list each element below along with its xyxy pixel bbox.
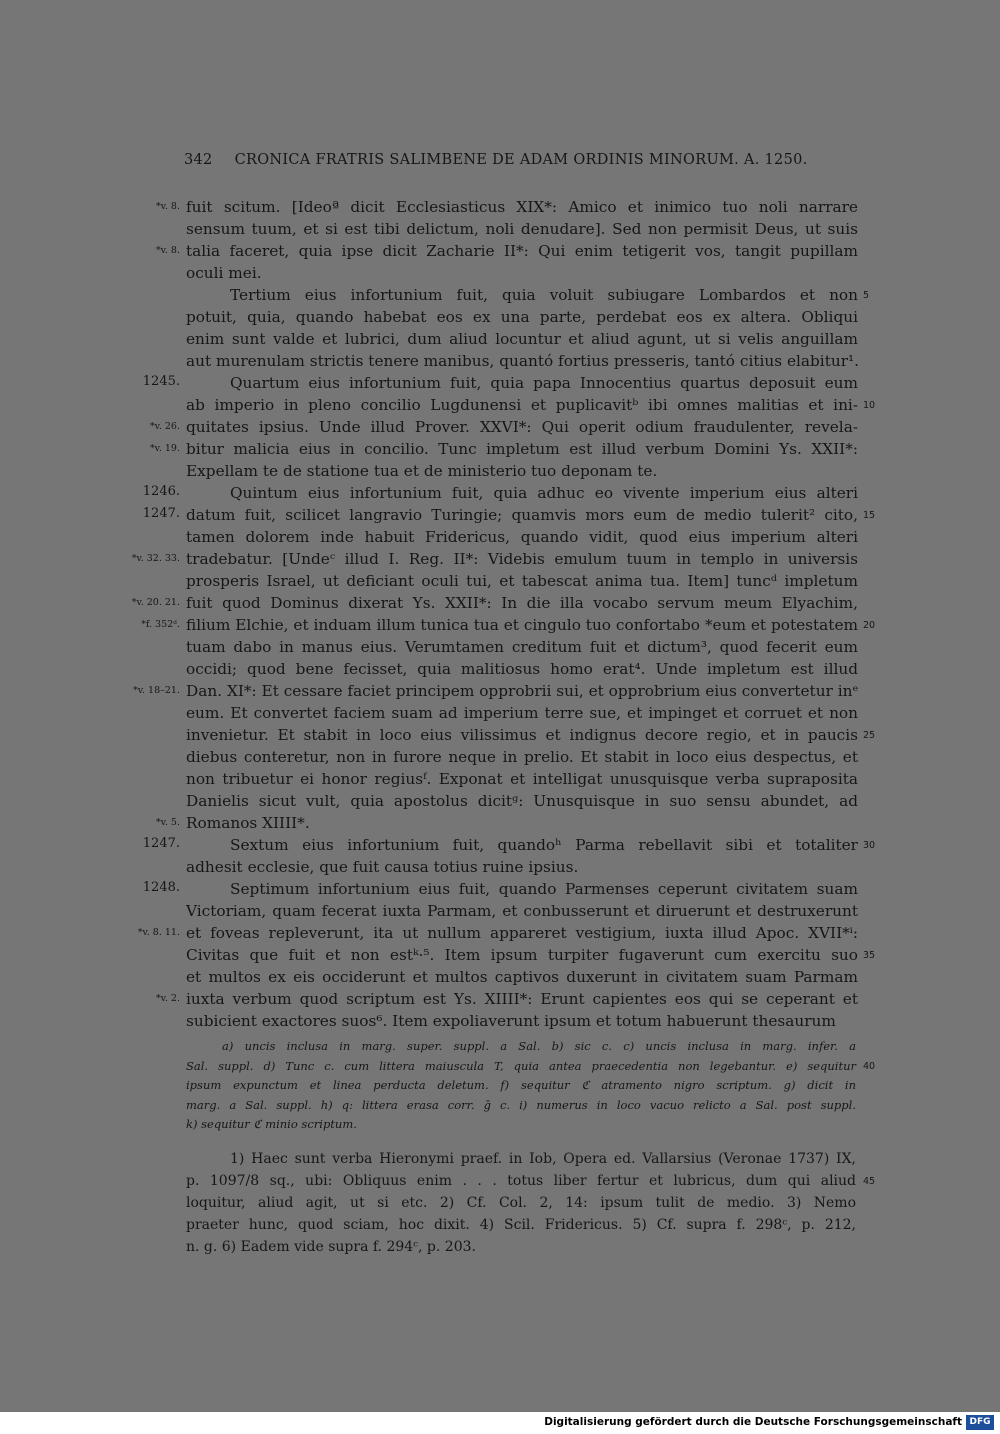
- text-line: oculi mei.: [186, 264, 262, 282]
- footer-bar: [0, 1412, 1000, 1434]
- line-number: 40: [863, 1060, 876, 1072]
- text-line: tradebatur. [Undeᶜ illud I. Reg. II*: Videbis emulum tuum in templo in universis: [186, 550, 858, 568]
- text-line: Expellam te de statione tua et de ministerio tuo deponam te.: [186, 462, 658, 480]
- text-line: invenietur. Et stabit in loco eius vilissimus et indignus decore regio, et in paucis: [186, 726, 858, 744]
- text-line: Tertium eius infortunium fuit, quia voluit subiugare Lombardos et non: [230, 286, 858, 304]
- text-line: Quintum eius infortunium fuit, quia adhuc eo vivente imperium eius alteri: [230, 484, 858, 502]
- page-number: 342: [184, 152, 213, 168]
- text-line: filium Elchie, et induam illum tunica tua et cingulo tuo confortabo *eum et potestatem: [186, 616, 858, 634]
- text-line: Romanos XIIII*.: [186, 814, 310, 832]
- text-line: potuit, quia, quando habebat eos ex una parte, perdebat eos ex altera. Obliqui: [186, 308, 858, 326]
- apparatus-line: Sal. suppl. d) Tunc c. cum littera maiuscula T, quia antea praecedentia non legebantur. e) sequitur: [186, 1058, 856, 1073]
- line-number: 15: [863, 510, 876, 521]
- text-line: Quartum eius infortunium fuit, quia papa Innocentius quartus deposuit eum: [230, 374, 858, 392]
- endnote-line: n. g. 6) Eadem vide supra f. 294ᶜ, p. 203.: [186, 1239, 476, 1255]
- text-line: sensum tuum, et si est tibi delictum, noli denudare]. Sed non permisit Deus, ut suis: [186, 220, 858, 238]
- text-line: Victoriam, quam fecerat iuxta Parmam, et conbusserunt et diruerunt et destruxerunt: [186, 902, 858, 920]
- running-title: CRONICA FRATRIS SALIMBENE DE ADAM ORDINIS MINORUM. A. 1250.: [234, 152, 808, 168]
- dfg-logo[interactable]: DFG: [966, 1415, 994, 1430]
- endnote-line: p. 1097/8 sq., ubi: Obliquus enim . . . totus liber fertur et lubricus, dum qui aliud: [186, 1173, 856, 1189]
- apparatus-line: a) uncis inclusa in marg. super. suppl. a Sal. b) sic c. c) uncis inclusa in marg. infer. a: [222, 1039, 856, 1053]
- line-number: 10: [863, 400, 876, 411]
- margin-verse-ref: *v. 8.: [155, 245, 180, 256]
- apparatus-line: k) sequitur ℭ minio scriptum.: [186, 1117, 357, 1131]
- text-line: et multos ex eis occiderunt et multos captivos duxerunt in civitatem suam Parmam: [186, 968, 858, 986]
- text-line: talia faceret, quia ipse dicit Zacharie II*: Qui enim tetigerit vos, tangit pupillam: [186, 242, 858, 260]
- line-number: 5: [863, 290, 870, 301]
- text-line: tamen dolorem inde habuit Fridericus, quando vidit, quod eius imperium alteri: [186, 528, 858, 546]
- line-number: 25: [863, 730, 876, 741]
- margin-verse-ref: *v. 20. 21.: [131, 597, 180, 608]
- margin-verse-ref: *v. 5.: [155, 817, 180, 828]
- text-line: adhesit ecclesie, que fuit causa totius ruine ipsius.: [186, 858, 579, 876]
- text-line: ab imperio in pleno concilio Lugdunensi et puplicavitᵇ ibi omnes malitias et ini-: [186, 396, 858, 414]
- endnote-line: praeter hunc, quod sciam, hoc dixit. 4) Scil. Fridericus. 5) Cf. supra f. 298ᶜ, p. 212,: [186, 1217, 856, 1233]
- dfg-credit[interactable]: Digitalisierung gefördert durch die Deutsche Forschungsgemeinschaft: [544, 1416, 962, 1428]
- line-number: 45: [863, 1176, 876, 1187]
- text-line: fuit scitum. [Ideoª dicit Ecclesiasticus XIX*: Amico et inimico tuo noli narrare: [186, 198, 858, 216]
- text-line: tuam dabo in manus eius. Verumtamen creditum fuit et dictum³, quod fecerit eum: [186, 638, 858, 656]
- text-line: et foveas repleverunt, ita ut nullum appareret vestigium, iuxta illud Apoc. XVII*ⁱ:: [186, 924, 858, 942]
- margin-verse-ref: *v. 26.: [149, 421, 180, 432]
- text-line: Septimum infortunium eius fuit, quando Parmenses ceperunt civitatem suam: [230, 880, 858, 898]
- margin-year: 1246.: [142, 484, 180, 499]
- margin-verse-ref: *v. 18–21.: [133, 685, 180, 696]
- text-line: quitates ipsius. Unde illud Prover. XXVI*: Qui operit odium fraudulenter, revela-: [186, 418, 858, 436]
- text-line: non tribuetur ei honor regiusᶠ. Exponat et intelligat unusquisque verba supraposita: [186, 770, 858, 788]
- line-number: 20: [863, 620, 876, 631]
- margin-verse-ref: *v. 32. 33.: [131, 553, 180, 564]
- text-line: Danielis sicut vult, quia apostolus dicitᵍ: Unusquisque in suo sensu abundet, ad: [186, 792, 858, 810]
- margin-year: 1247.: [142, 506, 180, 521]
- text-line: enim sunt valde et lubrici, dum aliud locuntur et aliud agunt, ut si velis anguillam: [186, 330, 858, 348]
- text-line: bitur malicia eius in concilio. Tunc impletum est illud verbum Domini Ys. XXII*:: [186, 440, 858, 458]
- text-line: Civitas que fuit et non estᵏ·⁵. Item ipsum turpiter fugaverunt cum exercitu suo: [186, 946, 858, 964]
- margin-verse-ref: *f. 352ᵈ.: [141, 619, 180, 630]
- page-header: [184, 152, 858, 168]
- text-line: aut murenulam strictis tenere manibus, quantó fortius presseris, tantó citius elabitur¹.: [186, 352, 859, 370]
- margin-verse-ref: *v. 19.: [149, 443, 180, 454]
- text-line: diebus conteretur, non in furore neque in prelio. Et stabit in loco eius despectus, et: [186, 748, 858, 766]
- endnote-line: 1) Haec sunt verba Hieronymi praef. in Iob, Opera ed. Vallarsius (Veronae 1737) IX,: [230, 1151, 856, 1167]
- text-line: subicient exactores suos⁶. Item expoliaverunt ipsum et totum habuerunt thesaurum: [186, 1012, 836, 1030]
- text-line: Dan. XI*: Et cessare faciet principem opprobrii sui, et opprobrium eius convertetur inᵉ: [186, 682, 859, 700]
- endnote-line: loquitur, aliud agit, ut si etc. 2) Cf. Col. 2, 14: ipsum tulit de medio. 3) Nemo: [186, 1195, 856, 1211]
- text-line: prosperis Israel, ut deficiant oculi tui, et tabescat anima tua. Item] tuncᵈ impletum: [186, 572, 858, 590]
- margin-verse-ref: *v. 8.: [155, 201, 180, 212]
- text-line: Sextum eius infortunium fuit, quandoʰ Parma rebellavit sibi et totaliter: [230, 836, 858, 854]
- text-line: fuit quod Dominus dixerat Ys. XXII*: In die illa vocabo servum meum Elyachim,: [186, 594, 858, 612]
- text-line: iuxta verbum quod scriptum est Ys. XIIII*: Erunt capientes eos qui se ceperant et: [186, 990, 858, 1008]
- text-line: occidi; quod bene fecisset, quia malitiosus homo erat⁴. Unde impletum est illud: [186, 660, 858, 678]
- margin-year: 1247.: [142, 836, 180, 851]
- apparatus-line: marg. a Sal. suppl. h) q: littera erasa corr. ḡ c. i) numerus in loco vacuo relicto a Sal. post suppl.: [186, 1097, 856, 1112]
- text-line: eum. Et convertet faciem suam ad imperium terre sue, et impinget et corruet et non: [186, 704, 858, 722]
- line-number: 35: [863, 950, 876, 961]
- text-line: datum fuit, scilicet langravio Turingie; quamvis mors eum de medio tulerit² cito,: [186, 506, 858, 524]
- margin-year: 1245.: [142, 374, 180, 389]
- line-number: 30: [863, 840, 876, 851]
- margin-year: 1248.: [142, 880, 180, 895]
- margin-verse-ref: *v. 8. 11.: [137, 927, 180, 938]
- apparatus-line: ipsum expunctum et linea perducta deletum. f) sequitur ℭ atramento nigro scriptum. g) dicit in: [186, 1078, 856, 1092]
- margin-verse-ref: *v. 2.: [155, 993, 180, 1004]
